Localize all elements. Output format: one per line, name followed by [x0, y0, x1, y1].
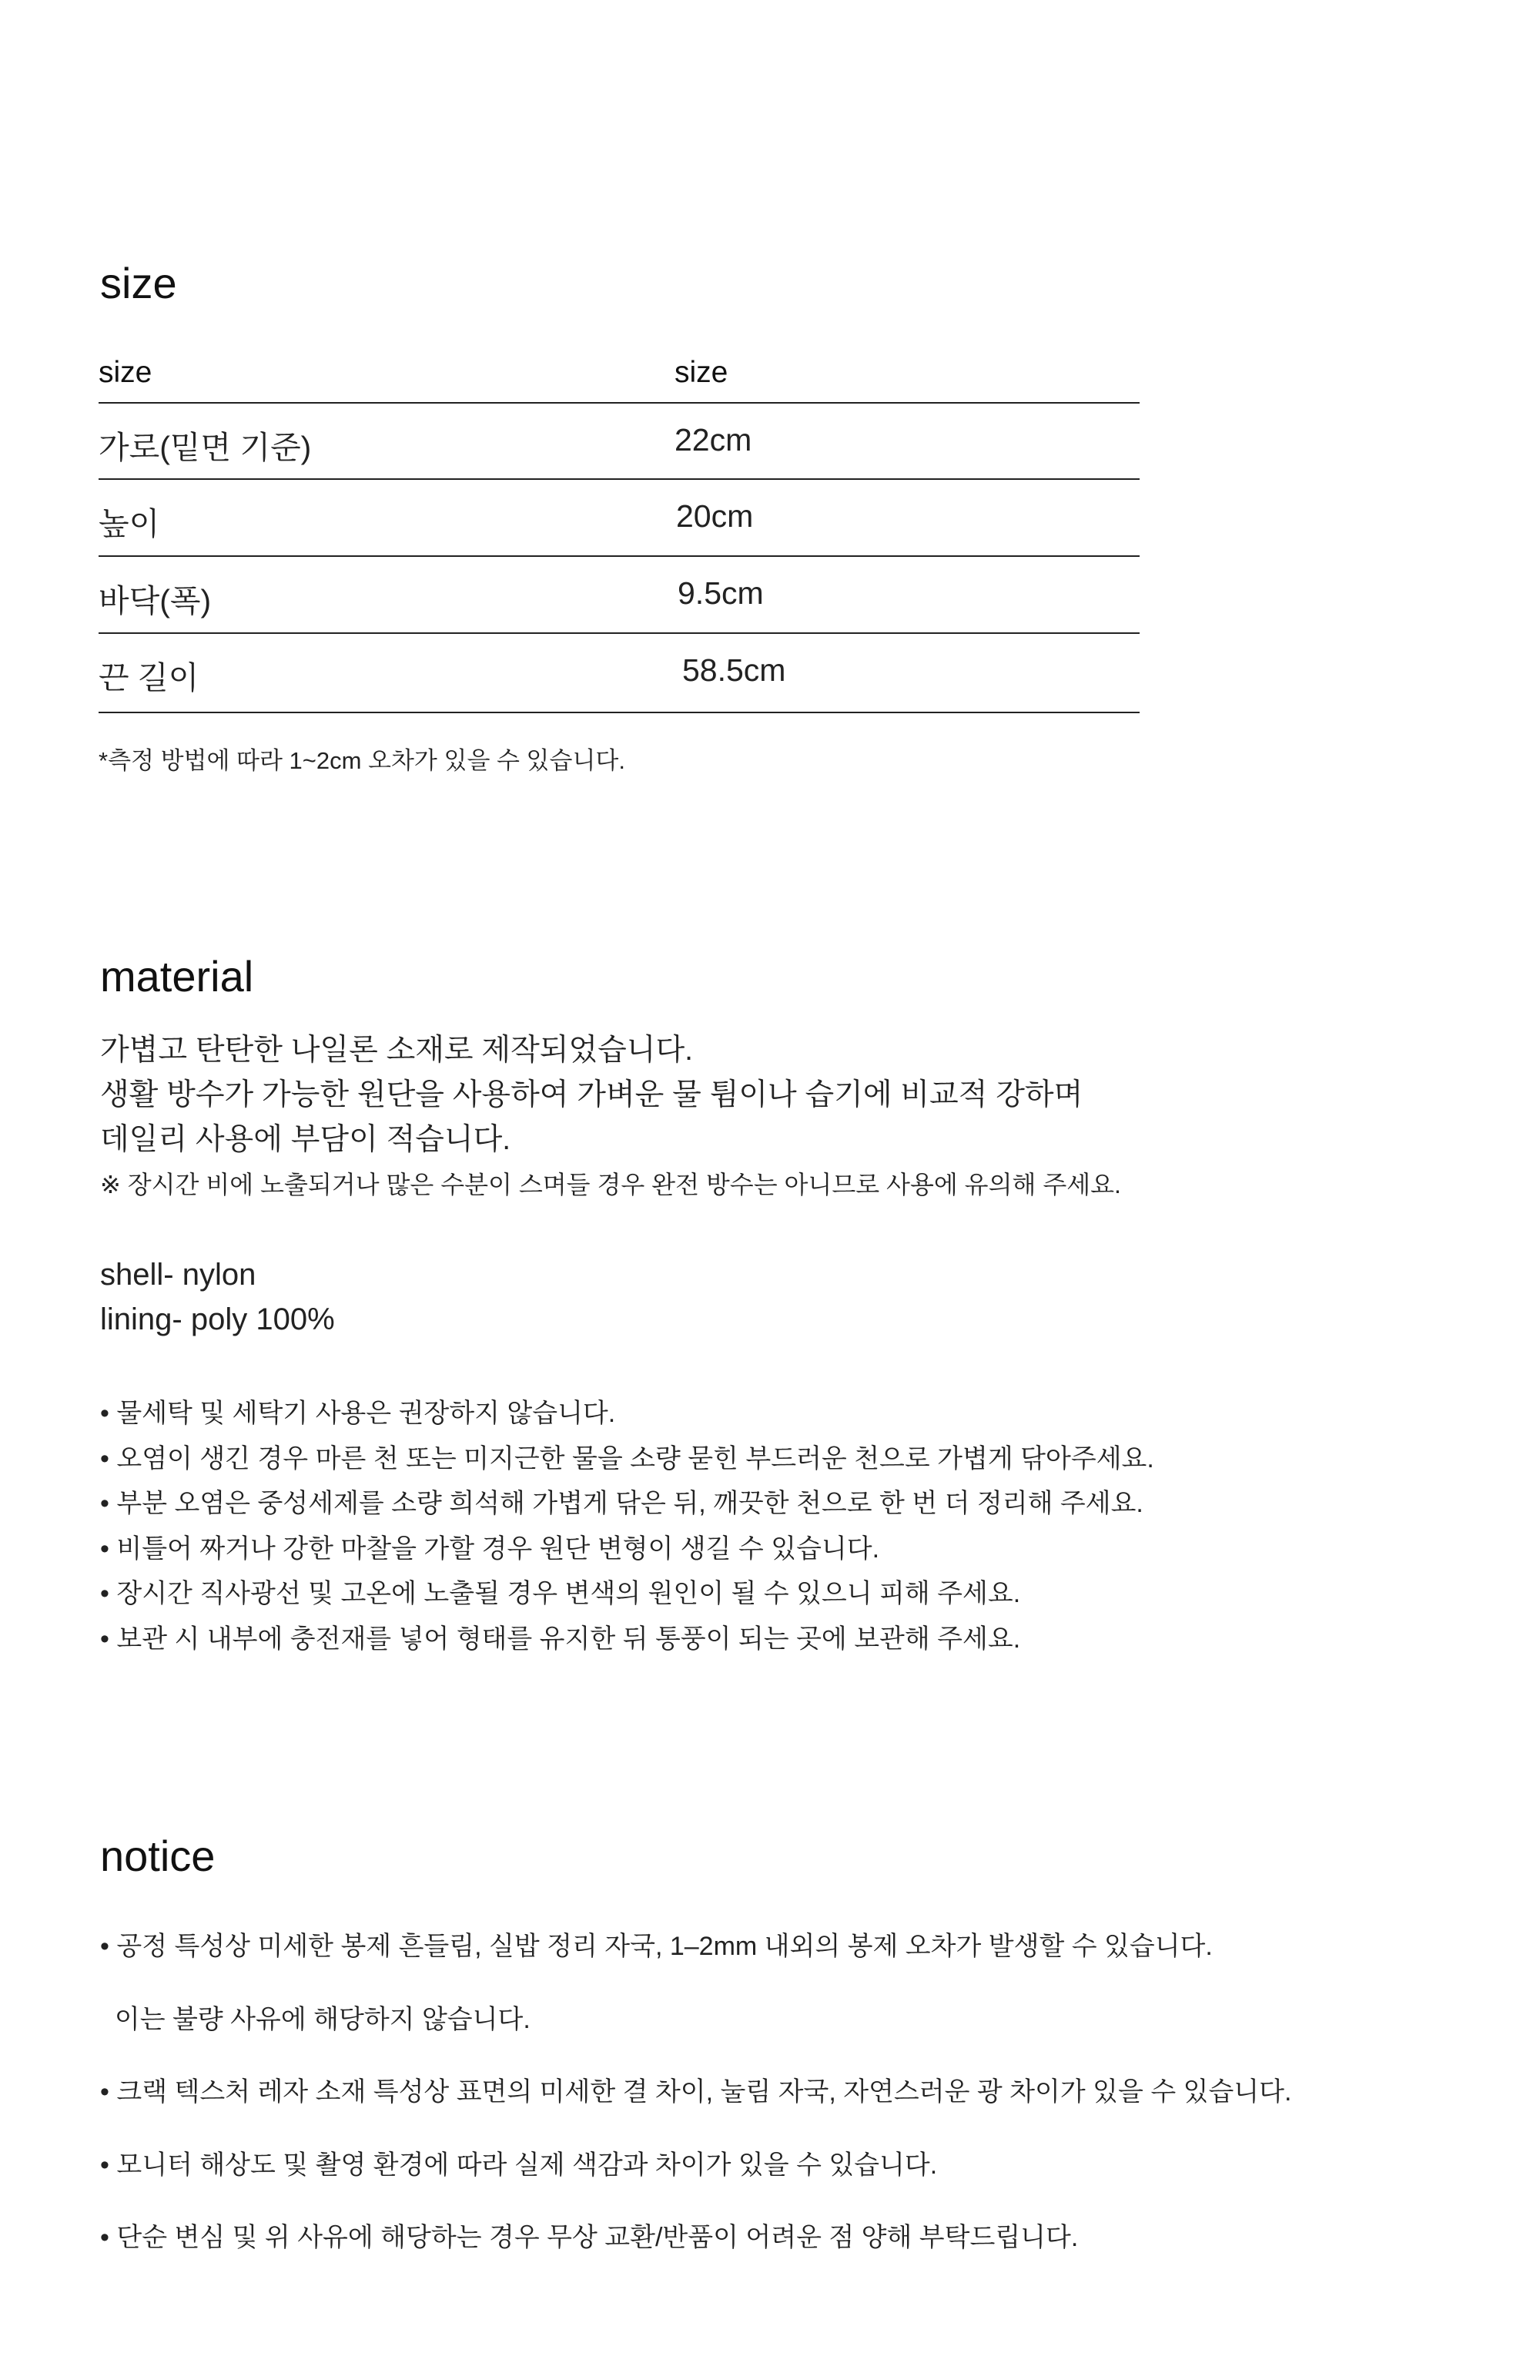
care-instructions — [100, 1391, 1154, 1661]
list-item: • 물세탁 및 세탁기 사용은 권장하지 않습니다. — [100, 1399, 616, 1428]
size-row-value: 9.5cm — [678, 575, 764, 611]
notice-section-title: notice — [100, 1832, 216, 1880]
list-item: • 모니터 해상도 및 촬영 환경에 따라 실제 색감과 차이가 있을 수 있습니다. — [100, 2150, 938, 2180]
fabric-composition — [100, 1252, 335, 1342]
list-item: • 오염이 생긴 경우 마른 천 또는 미지근한 물을 소량 묻힌 부드러운 천으로 가볍게 닦아주세요. — [100, 1443, 1154, 1473]
table-row — [99, 634, 1140, 713]
material-description — [100, 1028, 1121, 1207]
table-row — [99, 480, 1140, 557]
material-description-line: 가볍고 탄탄한 나일론 소재로 제작되었습니다. — [100, 1034, 693, 1067]
list-item: • 부분 오염은 중성세제를 소량 희석해 가볍게 닦은 뒤, 깨끗한 천으로 한 번 더 정리해 주세요. — [100, 1489, 1143, 1518]
size-table-header — [99, 347, 1140, 404]
size-row-label: 바닥(폭) — [99, 583, 212, 618]
size-row-label: 높이 — [99, 506, 160, 541]
list-item: • 공정 특성상 미세한 봉제 흔들림, 실밥 정리 자국, 1–2mm 내외의 봉제 오차가 발생할 수 있습니다. — [100, 1932, 1213, 1961]
list-item: • 단순 변심 및 위 사유에 해당하는 경우 무상 교환/반품이 어려운 점 양해 부탁드립니다. — [100, 2223, 1079, 2252]
size-section-title: size — [100, 259, 177, 307]
size-row-label: 가로(밑면 기준) — [99, 430, 312, 465]
material-warning: ※ 장시간 비에 노출되거나 많은 수분이 스며들 경우 완전 방수는 아니므로 사용에 유의해 주세요. — [100, 1171, 1121, 1198]
size-header-label: size — [99, 356, 152, 389]
table-row — [99, 557, 1140, 634]
list-item: • 비틀어 짜거나 강한 마찰을 가할 경우 원단 변형이 생길 수 있습니다. — [100, 1534, 880, 1564]
material-description-line: 생활 방수가 가능한 원단을 사용하여 가벼운 물 튐이나 습기에 비교적 강하며 — [100, 1078, 1083, 1111]
notice-list — [100, 1896, 1291, 2274]
list-item: • 보관 시 내부에 충전재를 넣어 형태를 유지한 뒤 통풍이 되는 곳에 보관해 주세요. — [100, 1624, 1021, 1654]
size-measurement-note: *측정 방법에 따라 1~2cm 오차가 있을 수 있습니다. — [99, 747, 625, 774]
table-row — [99, 404, 1140, 480]
size-row-value: 58.5cm — [682, 652, 786, 688]
size-header-value: size — [675, 356, 728, 389]
material-section-title: material — [100, 952, 254, 1001]
material-description-line: 데일리 사용에 부담이 적습니다. — [100, 1123, 511, 1156]
list-item: • 장시간 직사광선 및 고온에 노출될 경우 변색의 원인이 될 수 있으니 피해 주세요. — [100, 1579, 1021, 1608]
size-row-label: 끈 길이 — [99, 660, 199, 696]
size-row-value: 22cm — [675, 422, 752, 458]
list-item: • 크랙 텍스처 레자 소재 특성상 표면의 미세한 결 차이, 눌림 자국, 자연스러운 광 차이가 있을 수 있습니다. — [100, 2077, 1292, 2107]
fabric-shell: shell- nylon — [100, 1258, 256, 1292]
size-row-value: 20cm — [676, 498, 754, 534]
list-item: 이는 불량 사유에 해당하지 않습니다. — [100, 2004, 531, 2034]
size-table — [99, 347, 1140, 713]
fabric-lining: lining- poly 100% — [100, 1302, 335, 1336]
